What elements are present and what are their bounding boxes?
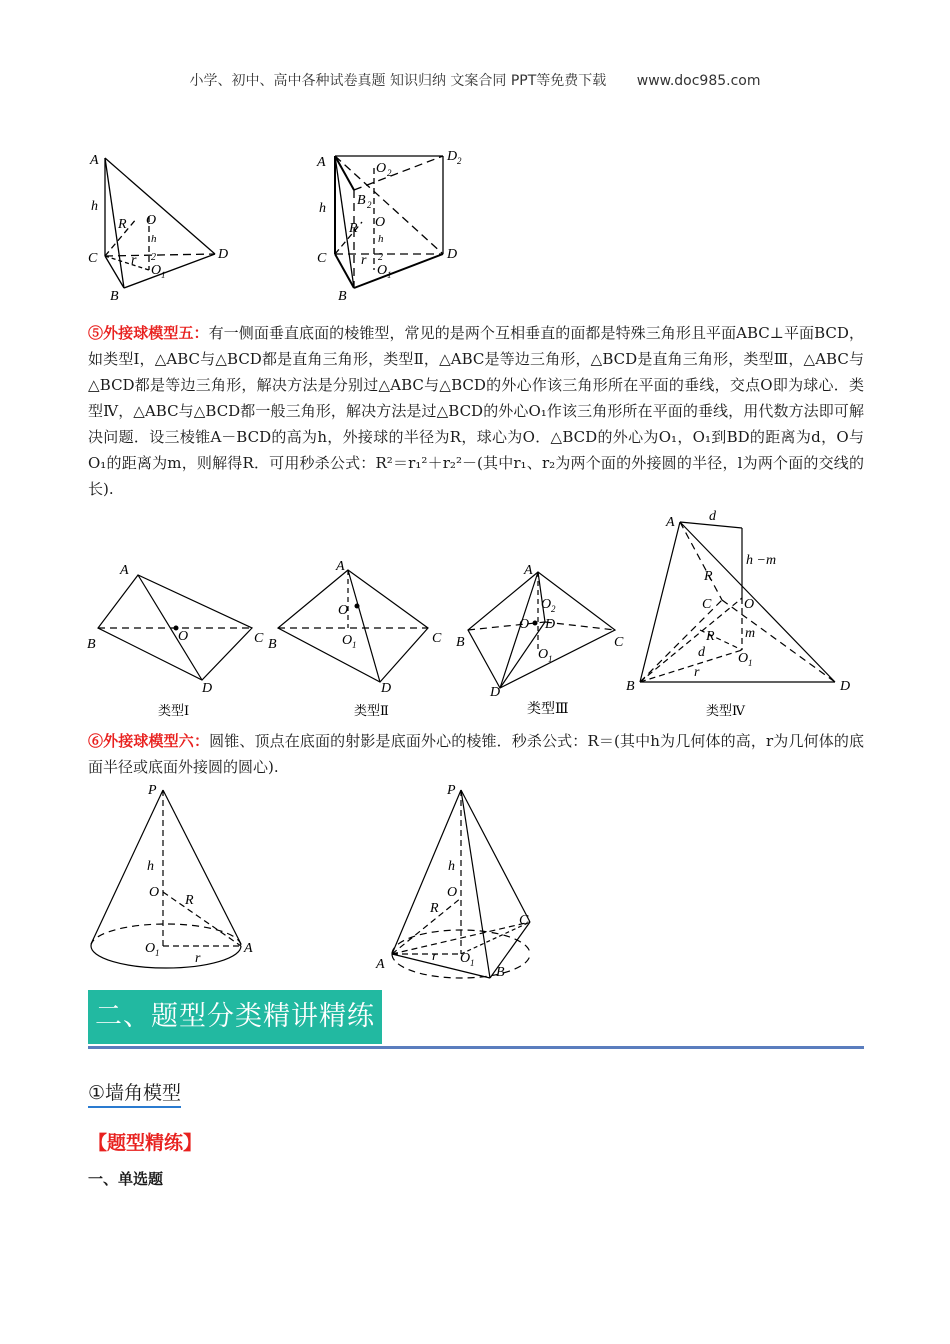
- t4-label-D: D: [840, 679, 851, 694]
- fig1-label-R: R: [118, 217, 127, 232]
- t4-label-R-top: R: [704, 569, 713, 584]
- header-text: 小学、初中、高中各种试卷真题 知识归纳 文案合同 PPT等免费下载: [189, 73, 607, 89]
- t4-label-O1: O: [738, 651, 749, 666]
- t4-label-r: r: [694, 665, 700, 680]
- model5-paragraph: [88, 320, 864, 502]
- t3-label-A: A: [524, 563, 533, 578]
- cone1-label-R: R: [185, 893, 194, 908]
- type-caption-1: 类型Ⅰ: [158, 704, 190, 719]
- t3-label-O1: O: [538, 647, 549, 662]
- type-figures: [0, 510, 950, 725]
- cone1-label-A: A: [244, 941, 253, 956]
- fig1-label-h: h: [91, 199, 98, 214]
- t2-label-O: O: [338, 603, 349, 618]
- model6-body: 圆锥、顶点在底面的射影是底面外心的棱锥．秒杀公式：R＝(其中h为几何体的高，r为几何体的底面半径或底面外接圆的圆心).: [88, 732, 864, 776]
- cone2-label-P: P: [447, 783, 456, 798]
- fig2-label-B2: B: [357, 193, 366, 208]
- t2-label-C: C: [432, 631, 442, 646]
- practice-heading: 【题型精练】: [88, 1132, 203, 1154]
- t4-label-d: d: [698, 645, 705, 660]
- cone2-label-B: B: [496, 965, 505, 980]
- model6-paragraph: [88, 728, 864, 780]
- cone-figures: [0, 780, 950, 990]
- t4-label-C: C: [702, 597, 712, 612]
- fig2-label-B: B: [338, 289, 347, 304]
- fig1-label-A: A: [90, 153, 99, 168]
- t4-label-O: O: [744, 597, 755, 612]
- fig2-label-R: R: [349, 221, 358, 236]
- fig2-label-A: A: [317, 155, 326, 170]
- t2-label-O1-sub: 1: [352, 640, 357, 650]
- fig1-label-B: B: [110, 289, 119, 304]
- fig1-label-O: O: [146, 213, 157, 228]
- page-header: [0, 70, 950, 90]
- t3-label-D: D: [545, 617, 556, 632]
- t4-label-O1-sub: 1: [748, 658, 753, 668]
- section-rule: [88, 1046, 864, 1049]
- fig2-label-O1-sub: 1: [387, 270, 392, 280]
- t3-label-D-bottom: D: [490, 685, 501, 700]
- t4-label-m: m: [745, 626, 756, 641]
- t2-label-D: D: [381, 681, 392, 696]
- t3-label-O1-sub: 1: [548, 654, 553, 664]
- fig1-label-h-half: h: [151, 233, 157, 245]
- fig2-label-D: D: [447, 247, 458, 262]
- fig2-label-O2: O: [376, 161, 387, 176]
- model6-lead: ⑥外接球模型六：: [88, 732, 210, 750]
- single-choice-heading: 一、单选题: [88, 1170, 164, 1188]
- fig2-label-D2: D: [447, 149, 458, 164]
- cone1-label-h: h: [147, 859, 154, 874]
- cone2-label-A: A: [376, 957, 385, 972]
- t1-label-O: O: [178, 629, 189, 644]
- type-caption-3: 类型Ⅲ: [527, 701, 569, 717]
- fig2-label-D2-sub: 2: [457, 156, 462, 166]
- cone2-label-r: r: [432, 949, 438, 964]
- t4-label-R: R: [706, 629, 715, 644]
- fig2-label-O: O: [375, 215, 386, 230]
- cone1-label-P: P: [148, 783, 157, 798]
- t4-label-d-top: d: [709, 510, 716, 524]
- t4-label-A: A: [666, 515, 675, 530]
- cone2-label-O1: O: [460, 951, 471, 966]
- cone1-label-O: O: [149, 885, 160, 900]
- t2-label-B: B: [268, 637, 277, 652]
- type-caption-4: 类型Ⅳ: [706, 704, 745, 719]
- fig1-label-O1: O: [151, 263, 162, 278]
- t1-label-B: B: [87, 637, 96, 652]
- fig2-label-O1: O: [377, 263, 388, 278]
- cone2-label-C: C: [519, 913, 529, 928]
- cone2-label-O: O: [447, 885, 458, 900]
- fig2-label-h-half: h: [378, 233, 384, 245]
- section-banner: 二、题型分类精讲精练: [88, 990, 382, 1044]
- fig2-label-B2-sub: 2: [367, 200, 372, 210]
- fig1-label-C: C: [88, 251, 98, 266]
- fig1-label-O1-sub: 1: [161, 270, 166, 280]
- cone2-label-h: h: [448, 859, 455, 874]
- fig2-label-h: h: [319, 201, 326, 216]
- fig1-label-two: 2: [151, 252, 156, 263]
- t2-label-A: A: [336, 559, 345, 574]
- fig2-label-C: C: [317, 251, 327, 266]
- t3-label-B: B: [456, 635, 465, 650]
- fig1-label-D: D: [218, 247, 229, 262]
- t1-label-A: A: [120, 563, 129, 578]
- t1-label-D: D: [202, 681, 213, 696]
- t4-label-B: B: [626, 679, 635, 694]
- t4-label-hm: h −m: [746, 553, 777, 568]
- t3-label-O2-sub: 2: [551, 604, 556, 614]
- type-caption-2: 类型Ⅱ: [354, 704, 389, 719]
- cone1-label-r: r: [195, 951, 201, 966]
- t3-label-O: O: [519, 617, 530, 632]
- fig1-label-r: r: [131, 253, 137, 268]
- fig2-label-O2-sub: 2: [387, 168, 392, 178]
- subsection-title: ①墙角模型: [88, 1078, 181, 1108]
- cone1-label-O1: O: [145, 941, 156, 956]
- header-site: www.doc985.com: [636, 73, 761, 89]
- model5-body: 有一侧面垂直底面的棱锥型，常见的是两个互相垂直的面都是特殊三角形且平面ABC⊥平面BCD，如类型Ⅰ，△ABC与△BCD都是直角三角形，类型Ⅱ，△ABC是等边三角形，△BCD是直角三角形，类型Ⅲ，△ABC与△BCD都是等边三角形，解决方法是分别过△ABC与△BCD的外心作该三角形所在平面的垂线，交点O即为球心．类型Ⅳ，△ABC与△BCD都一般三角形，解决方法是过△BCD的外心O₁作该三角形所在平面的垂线，用代数方法即可解决问题．设三棱锥A－BCD的高为h，外接球的半径为R，球心为O．△BCD的外心为O₁，O₁到BD的距离为d，O与O₁的距离为m，则解得R．可用秒杀公式：R²＝r₁²＋r₂²－(其中r₁、r₂为两个面的外接圆的半径，l为两个面的交线的长).: [88, 324, 864, 498]
- cone2-label-O1-sub: 1: [470, 958, 475, 968]
- fig2-label-r: r: [361, 253, 367, 268]
- fig2-label-two: 2: [378, 252, 383, 263]
- t3-label-C: C: [614, 635, 624, 650]
- model5-lead: ⑤外接球模型五：: [88, 324, 209, 342]
- cone1-label-O1-sub: 1: [155, 948, 160, 958]
- t2-label-O1: O: [342, 633, 353, 648]
- cone2-label-R: R: [430, 901, 439, 916]
- t1-label-C: C: [254, 631, 264, 646]
- t3-label-O2: O: [541, 597, 552, 612]
